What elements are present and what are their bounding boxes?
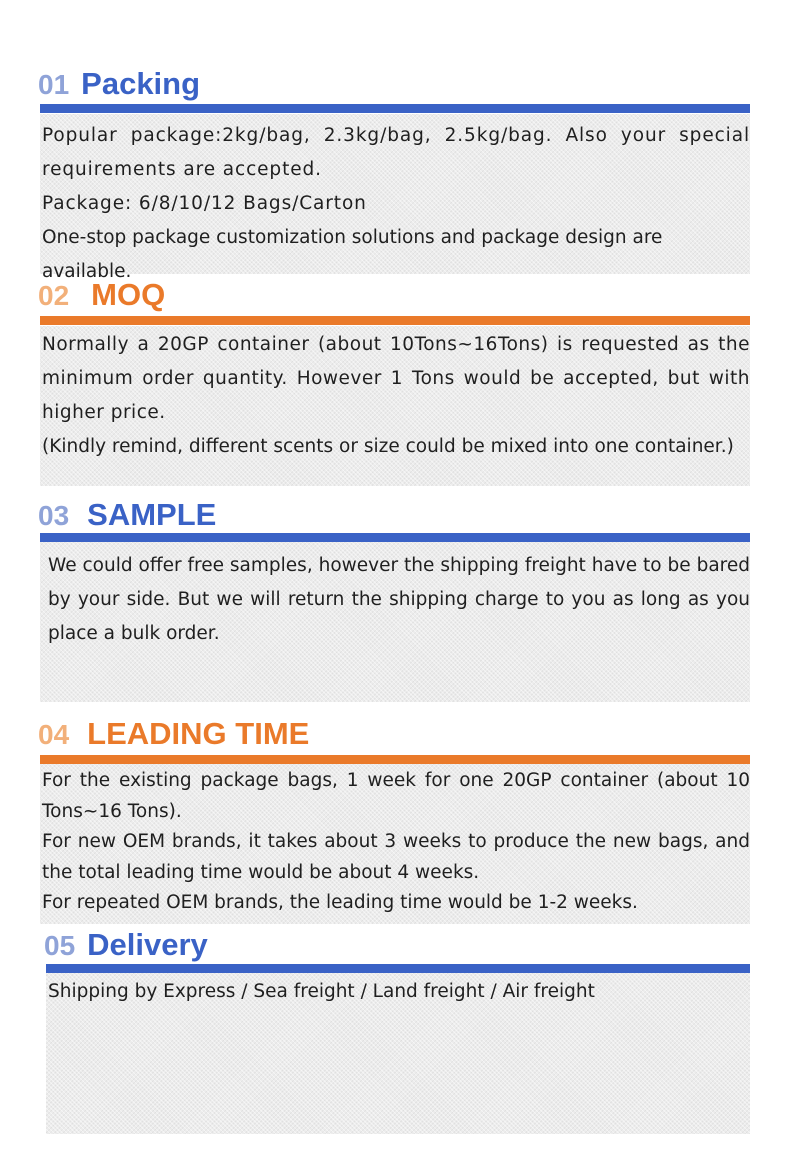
section-body [42, 328, 750, 464]
paragraph: For the existing package bags, 1 week for one 20GP container (about 10 Tons~16 Tons). [42, 770, 750, 822]
section-body [42, 766, 750, 919]
section-title: Packing [81, 66, 201, 101]
section-divider [46, 964, 750, 973]
paragraph: For new OEM brands, it takes about 3 weeks to produce the new bags, and the total leading time would be about 4 weeks. [42, 831, 750, 883]
section-title: LEADING TIME [87, 716, 310, 751]
paragraph: Package: 6/8/10/12 Bags/Carton [42, 193, 367, 214]
section-body [42, 119, 750, 289]
section-body [48, 975, 748, 1009]
paragraph: One-stop package customization solutions and package design are available. [42, 227, 663, 282]
paragraph: We could offer free samples, however the shipping freight have to be bared by your side. But we will return the shipping charge to you as long as you place a bulk order. [48, 555, 750, 644]
paragraph: Normally a 20GP container (about 10Tons~16Tons) is requested as the minimum order quantity. However 1 Tons would be accepted, but with higher price. [42, 334, 750, 423]
section-body [48, 549, 750, 651]
section-title: MOQ [91, 277, 166, 312]
section-divider [40, 316, 750, 325]
section-number: 04 [38, 719, 70, 750]
section-number: 02 [38, 280, 70, 311]
section-title: SAMPLE [87, 497, 217, 532]
section-heading [38, 716, 309, 752]
section-number: 03 [38, 500, 70, 531]
section-number: 05 [44, 930, 76, 961]
section-divider [40, 104, 750, 113]
paragraph: (Kindly remind, different scents or size could be mixed into one container.) [42, 436, 734, 457]
section-number: 01 [38, 69, 70, 100]
section-divider [40, 755, 750, 764]
paragraph: Shipping by Express / Sea freight / Land freight / Air freight [48, 981, 595, 1002]
section-divider [40, 533, 750, 542]
section-heading [38, 277, 165, 313]
paragraph: For repeated OEM brands, the leading time would be 1-2 weeks. [42, 892, 638, 913]
section-heading [44, 927, 208, 963]
section-heading [38, 497, 216, 533]
paragraph: Popular package:2kg/bag, 2.3kg/bag, 2.5kg/bag. Also your special requirements are accepted. [42, 125, 750, 180]
section-heading [38, 66, 200, 102]
section-title: Delivery [87, 927, 208, 962]
